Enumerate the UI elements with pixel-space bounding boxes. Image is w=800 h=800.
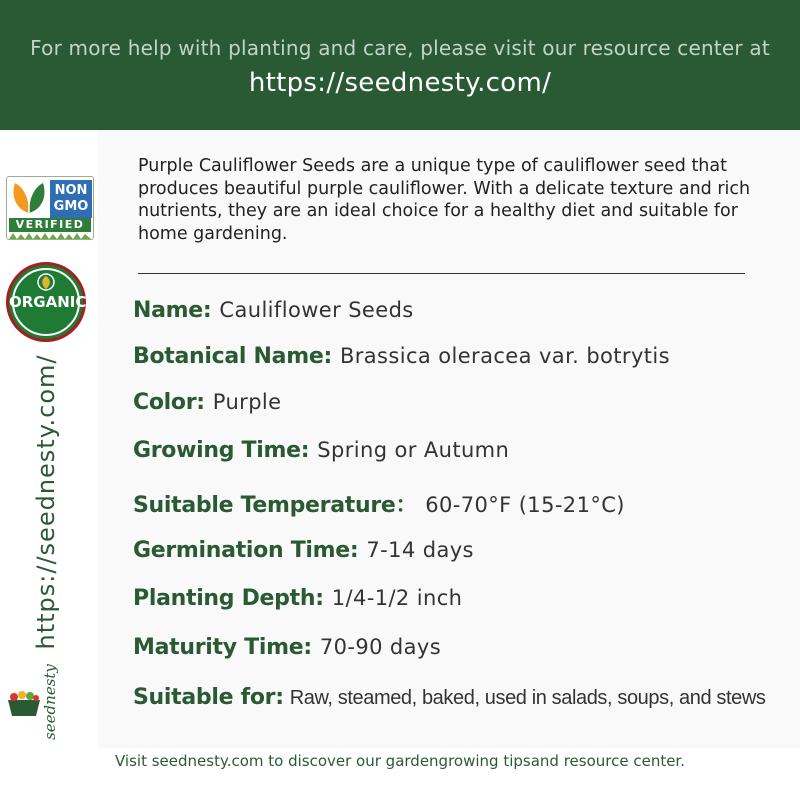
spec-value: Brassica oleracea var. botrytis: [339, 344, 671, 368]
header-help-text: For more help with planting and care, please visit our resource center at: [30, 36, 770, 60]
spec-value: 60-70°F (15-21°C): [425, 493, 625, 517]
spec-label: Color:: [133, 390, 205, 415]
spec-label: Growing Time:: [133, 438, 310, 463]
seednesty-logo: [4, 658, 74, 740]
header-url-link[interactable]: https://seednesty.com/: [248, 68, 552, 98]
verified-label: VERIFIED: [9, 218, 91, 232]
spec-row-maturity-time: [133, 635, 441, 660]
spec-row-suitable-for: [133, 685, 765, 710]
spec-row-germination-time: [133, 538, 474, 563]
footer-text: Visit seednesty.com to discover our gardengrowing tipsand resource center.: [115, 752, 685, 770]
spec-row-growing-time: [133, 438, 509, 463]
non-gmo-line1: NON: [54, 183, 88, 198]
non-gmo-line2: GMO: [53, 199, 89, 214]
brand-wordmark: seednesty: [41, 664, 59, 740]
left-rail: [0, 130, 98, 750]
spec-value: Spring or Autumn: [317, 438, 510, 462]
non-gmo-verified-badge: [6, 176, 94, 240]
product-info-card: [98, 130, 800, 748]
non-gmo-label: [50, 180, 92, 218]
spec-value: 1/4-1/2 inch: [331, 586, 463, 610]
spec-label: Maturity Time:: [133, 635, 312, 660]
vertical-url-text[interactable]: https://seednesty.com/: [32, 354, 60, 650]
spec-label: Suitable Temperature：: [133, 493, 418, 518]
spec-label: Name:: [133, 298, 212, 323]
organic-badge: [6, 262, 86, 342]
spec-row-name: [133, 298, 414, 323]
spec-row-temperature: [133, 488, 625, 519]
product-description: Purple Cauliflower Seeds are a unique type of cauliflower seed that produces beautiful purple cauliflower. With a delicate texture and rich nutrients, they are an ideal choice for a healthy diet and suitable for home gardening.: [138, 156, 751, 244]
grass-strip-icon: [9, 233, 91, 239]
leaf-icon: [37, 273, 55, 293]
spec-value: Cauliflower Seeds: [219, 298, 414, 322]
organic-label: ORGANIC: [9, 293, 87, 311]
header-banner: [0, 0, 800, 130]
spec-label: Planting Depth:: [133, 586, 324, 611]
spec-label: Suitable for:: [133, 685, 284, 710]
spec-value: 7-14 days: [366, 538, 474, 562]
seed-basket-icon: [4, 688, 44, 718]
spec-value: Purple: [212, 390, 282, 414]
spec-row-planting-depth: [133, 586, 462, 611]
spec-value: 70-90 days: [319, 635, 442, 659]
section-divider: [138, 273, 745, 274]
butterfly-leaf-icon: [9, 179, 49, 217]
spec-row-color: [133, 390, 282, 415]
spec-row-botanical-name: [133, 344, 670, 369]
spec-value: Raw, steamed, baked, used in salads, soups, and stews: [289, 687, 766, 709]
spec-label: Botanical Name:: [133, 344, 332, 369]
spec-label: Germination Time:: [133, 538, 359, 563]
